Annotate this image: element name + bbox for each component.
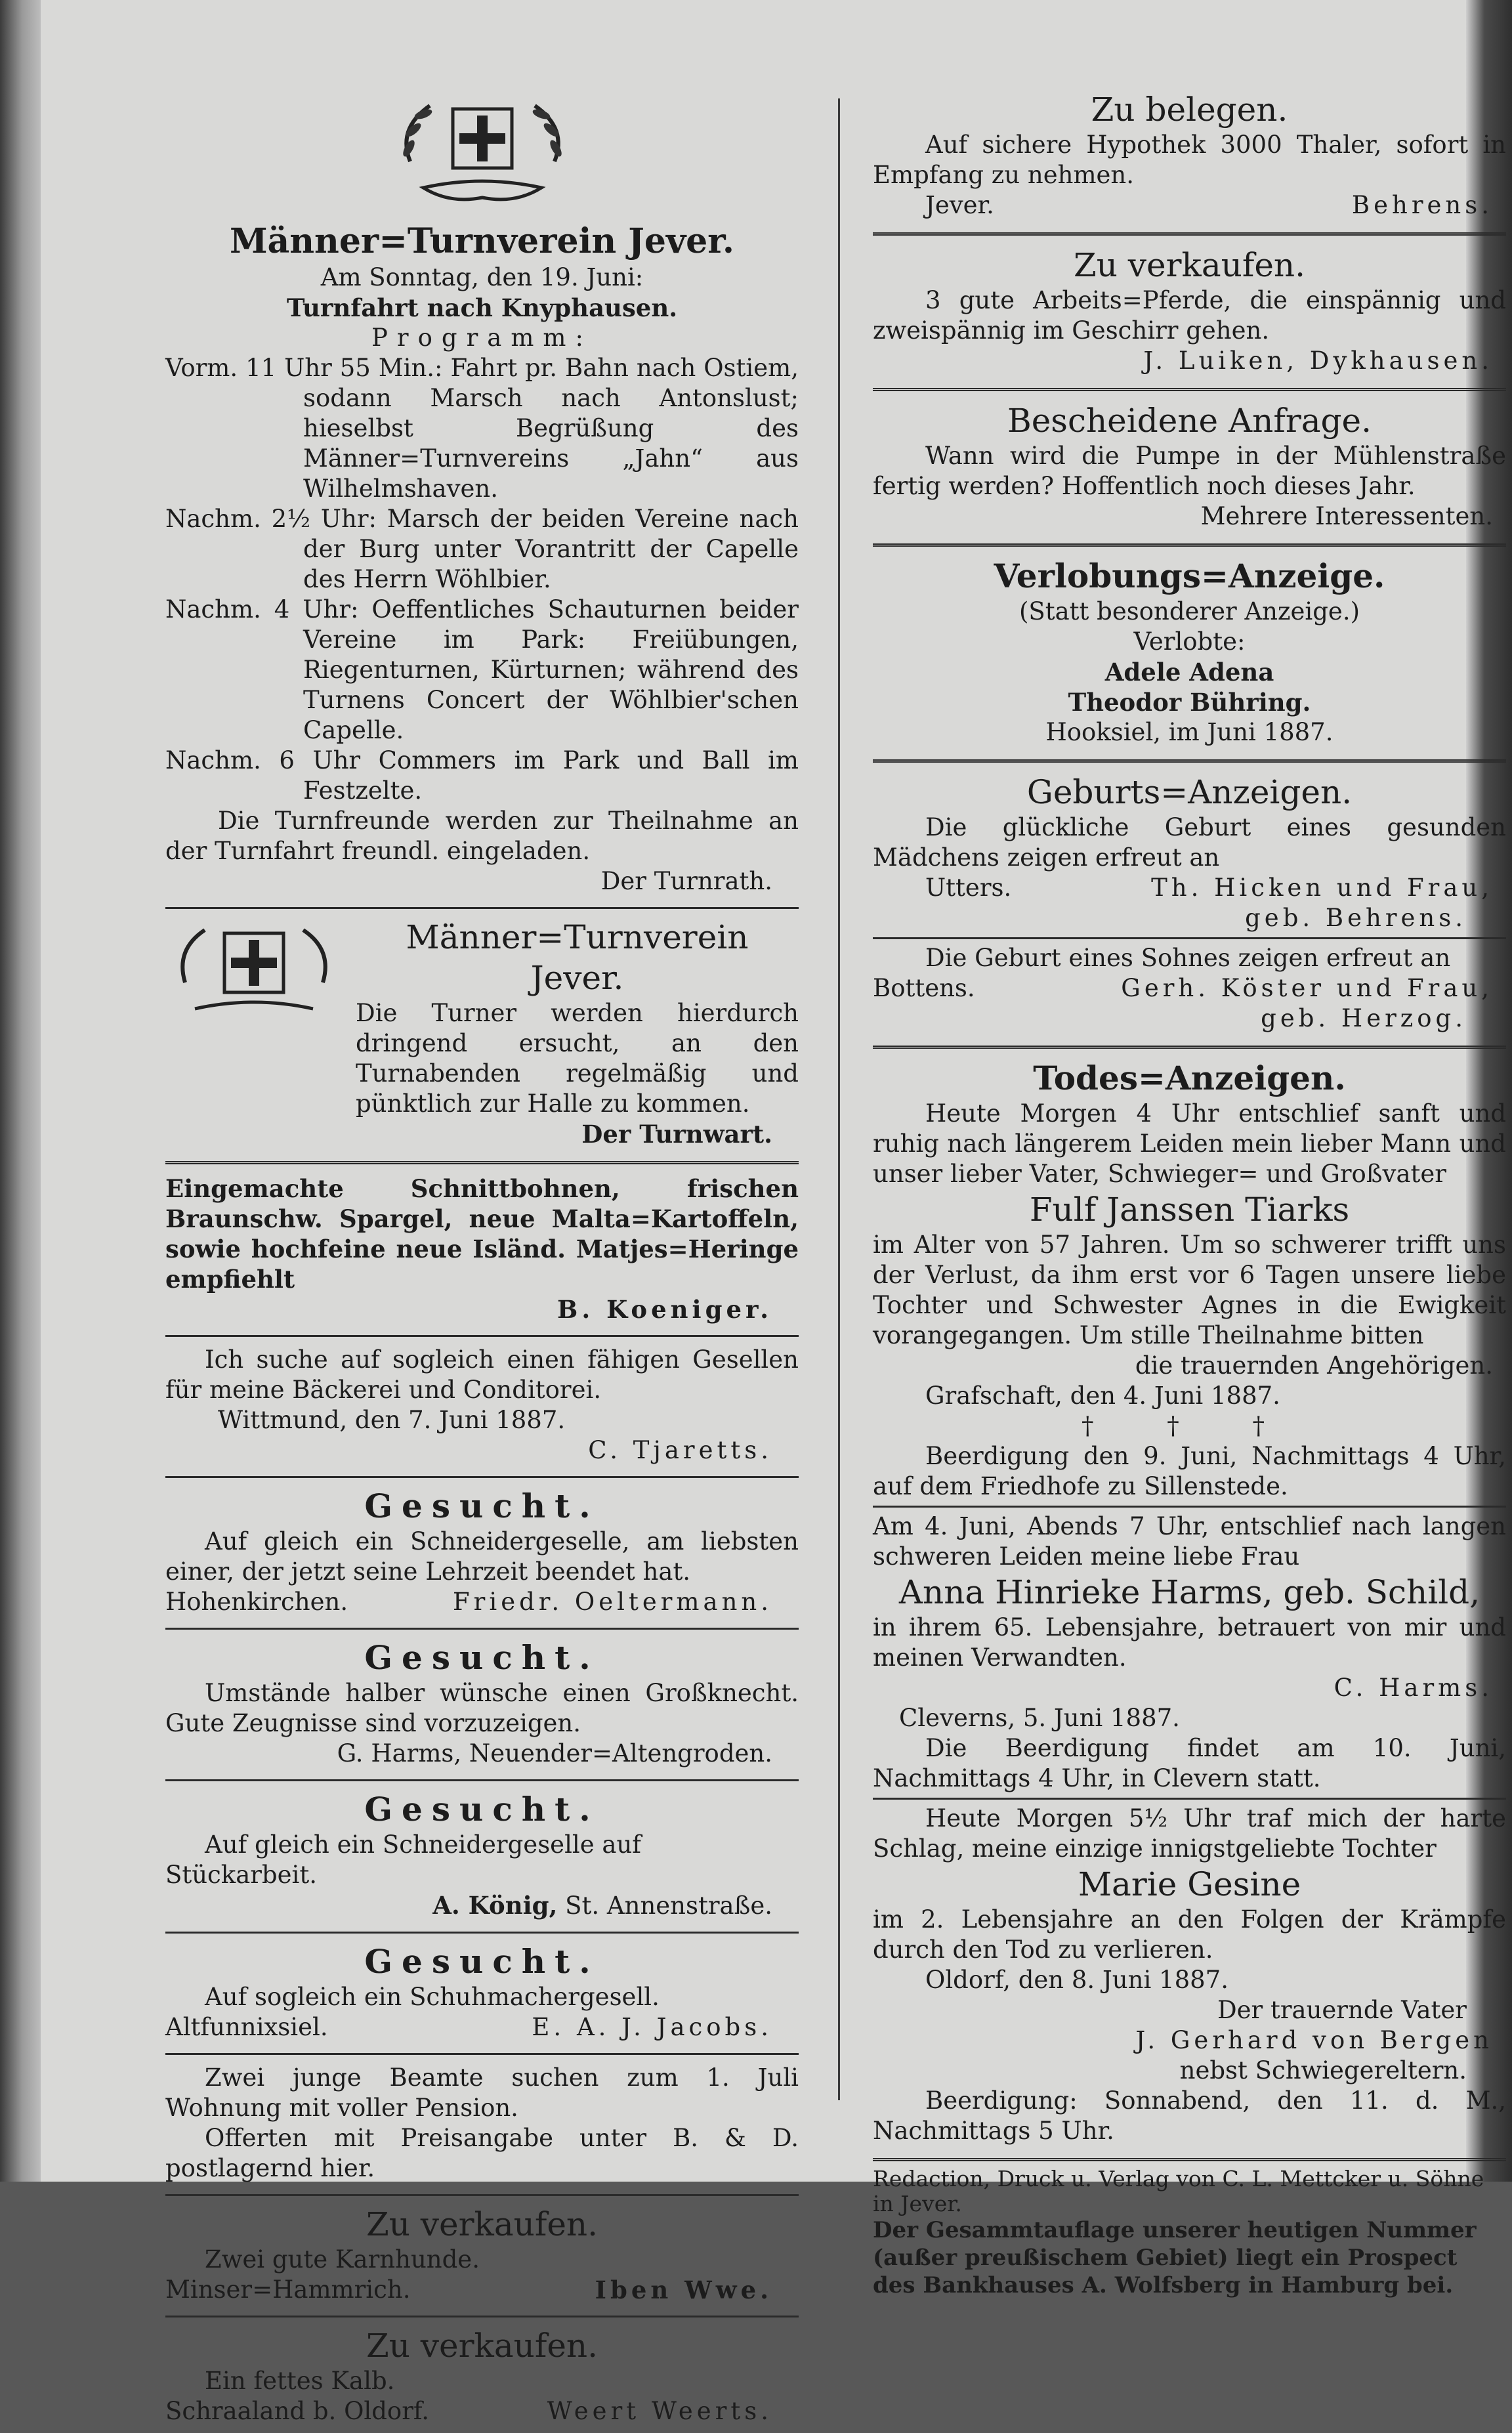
program-item: Nachm. 6 Uhr Commers im Park und Ball im Festzelte. (165, 746, 799, 805)
ad-title: Männer=Turnverein Jever. (229, 221, 734, 261)
ad-gesucht-3 (165, 1785, 799, 1928)
ad-title: Bescheidene Anfrage. (1007, 402, 1372, 440)
turner-cross-emblem-icon (165, 917, 343, 1028)
divider (165, 1932, 799, 1934)
ad-subtitle: (Statt besonderer Anzeige.) (1018, 597, 1360, 625)
ad-signature: geb. Behrens. (1245, 904, 1467, 932)
ad-signature: J. Gerhard von Bergen (1135, 2026, 1493, 2054)
ad-place: Altfunnixsiel. (165, 2013, 328, 2041)
divider (873, 2158, 1506, 2161)
ad-closing: Die Turnfreunde werden zur Theilnahme an der Turnfahrt freundl. eingeladen. (165, 807, 799, 865)
ad-text: Die Turner werden hierdurch dringend ersucht, an den Turnabenden regelmäßig und pünktlich zur Halle zu kommen. (356, 999, 799, 1118)
ad-place-date: Hooksiel, im Juni 1887. (1045, 718, 1334, 746)
ad-text: Ich suche auf sogleich einen fähigen Gesellen für meine Bäckerei und Conditorei. (165, 1345, 799, 1404)
ad-title: Zu verkaufen. (1073, 246, 1306, 284)
divider (165, 1779, 799, 1781)
divider (873, 1798, 1506, 1800)
newspaper-page (41, 0, 1506, 2425)
ad-text: Die Geburt eines Sohnes zeigen erfreut an (925, 944, 1451, 972)
ad-title: Geburts=Anzeigen. (1026, 773, 1353, 811)
ad-text: Zwei junge Beamte suchen zum 1. Juli Wohnung mit voller Pension. (165, 2063, 799, 2122)
book-binding (0, 0, 41, 2182)
ad-pferde (873, 241, 1506, 383)
ad-text-2: Offerten mit Preisangabe unter B. & D. postlagernd hier. (165, 2124, 799, 2182)
ad-text: Auf sichere Hypothek 3000 Thaler, sofort in Empfang zu nehmen. (873, 131, 1506, 189)
ad-title: Zu verkaufen. (366, 2205, 598, 2243)
ad-signature: E. A. J. Jacobs. (532, 2013, 772, 2041)
ad-todes (873, 1054, 1506, 2153)
ad-text: Ein fettes Kalb. (205, 2367, 395, 2395)
divider (873, 1046, 1506, 1049)
ad-signature: Der trauernde Vater (1217, 1996, 1467, 2024)
ad-geburt (873, 768, 1506, 1040)
ad-text: Wann wird die Pumpe in der Mühlenstraße fertig werden? Hoffentlich noch dieses Jahr. (873, 442, 1506, 500)
ad-text: Heute Morgen 4 Uhr entschlief sanft und ruhig nach längerem Leiden mein lieber Mann und unser lieber Vater, Schwieger= und Großvater (873, 1099, 1506, 1188)
ad-text: Heute Morgen 5½ Uhr traf mich der harte Schlag, meine einzige innigstgeliebte Tochter (873, 1804, 1506, 1863)
ad-title: Zu verkaufen. (366, 2327, 598, 2365)
divider (165, 907, 799, 909)
divider (165, 1628, 799, 1630)
ad-turnfahrt (165, 85, 799, 903)
ad-gesucht-1 (165, 1482, 799, 1624)
ad-zu-belegen (873, 85, 1506, 227)
ad-signature: G. Harms, Neuender=Altengroden. (337, 1739, 772, 1767)
divider (873, 232, 1506, 236)
divider (165, 1161, 799, 1164)
ad-signature: J. Luiken, Dykhausen. (1143, 347, 1493, 375)
divider (873, 759, 1506, 763)
ad-place-date: Oldorf, den 8. Juni 1887. (925, 1966, 1228, 1994)
ad-text: Am 4. Juni, Abends 7 Uhr, entschlief nach langen schweren Leiden meine liebe Frau (873, 1512, 1506, 1571)
divider (873, 388, 1506, 391)
supplement-notice: Der Gesammtauflage unserer heutigen Nummer (außer preußischem Gebiet) liegt ein Prospect des Bankhauses A. Wolfsberg in Hamburg bei. (873, 2217, 1477, 2298)
ad-title: Verlobungs=Anzeige. (994, 557, 1385, 595)
ad-text: Auf sogleich ein Schuhmachergesell. (205, 1983, 660, 2011)
ad-place: Minser=Hammrich. (165, 2275, 411, 2304)
ad-place: Utters. (925, 874, 1012, 902)
ad-title: Männer=Turnverein Jever. (406, 918, 749, 997)
ad-signature: Der Turnwart. (581, 1120, 772, 1149)
ad-programm-label: Programm: (371, 324, 593, 352)
ad-text: Umstände halber wünsche einen Großknecht. Gute Zeugnisse sind vorzuzeigen. (165, 1679, 799, 1737)
ad-text: Die glückliche Geburt eines gesunden Mädchens zeigen erfreut an (873, 813, 1506, 872)
ad-signature: Behrens. (1351, 191, 1493, 219)
ad-text: Auf gleich ein Schneidergeselle, am liebsten einer, der jetzt seine Lehrzeit beendet hat. (165, 1527, 799, 1586)
ad-text: im 2. Lebensjahre an den Folgen der Krämpfe durch den Tod zu verlieren. (873, 1905, 1506, 1964)
divider (165, 2316, 799, 2317)
ad-verlobung (873, 552, 1506, 754)
deceased-name: Fulf Janssen Tiarks (1029, 1191, 1350, 1229)
ad-label: Verlobte: (1133, 627, 1246, 656)
ad-signature: C. Tjaretts. (588, 1436, 772, 1464)
ad-signature: Iben Wwe. (595, 2275, 772, 2304)
turner-cross-emblem-icon (384, 89, 581, 221)
ad-text: in ihrem 65. Lebensjahre, betrauert von mir und meinen Verwandten. (873, 1613, 1506, 1672)
divider (873, 937, 1506, 939)
program-item: Vorm. 11 Uhr 55 Min.: Fahrt pr. Bahn nach Ostiem, sodann Marsch nach Antonslust; hieselbst Begrüßung des Männer=Turnvereins „Jahn“ aus Wilhelmshaven. (165, 354, 799, 503)
ad-event: Turnfahrt nach Knyphausen. (286, 293, 678, 322)
ad-text: Eingemachte Schnittbohnen, frischen Braunschw. Spargel, neue Malta=Kartoffeln, sowie hochfeine neue Isländ. Matjes=Heringe empfiehlt (165, 1174, 799, 1294)
ad-name: Adele Adena (1104, 658, 1274, 687)
deceased-name: Anna Hinrieke Harms, geb. Schild, (898, 1573, 1480, 1611)
ad-tjaretts (165, 1341, 799, 1472)
ad-gesucht-2 (165, 1634, 799, 1775)
ad-signature: nebst Schwiegereltern. (1179, 2056, 1467, 2084)
ad-place-date: Grafschaft, den 4. Juni 1887. (925, 1382, 1280, 1410)
divider (873, 1506, 1506, 1508)
ad-name: Theodor Bühring. (1068, 688, 1311, 717)
ad-burial: Beerdigung den 9. Juni, Nachmittags 4 Uhr, auf dem Friedhofe zu Sillenstede. (873, 1442, 1506, 1500)
imprint-footer (873, 2167, 1506, 2299)
crosses: † † † (1081, 1412, 1298, 1440)
ad-signature: Mehrere Interessenten. (1200, 502, 1493, 530)
ad-burial: Beerdigung: Sonnabend, den 11. d. M., Nachmittags 5 Uhr. (873, 2086, 1506, 2145)
ad-title: Todes=Anzeigen. (1033, 1059, 1346, 1097)
ad-signature: C. Harms. (1334, 1674, 1493, 1702)
ad-title: Gesucht. (364, 1638, 600, 1677)
ad-signature-name: A. König, (432, 1891, 558, 1920)
ad-gesucht-4 (165, 1937, 799, 2049)
ad-place: Schraaland b. Oldorf. (165, 2397, 430, 2425)
ad-title: Gesucht. (364, 1790, 600, 1829)
ad-signature: Der Turnrath. (600, 867, 772, 895)
ad-signature: die trauernden Angehörigen. (1135, 1351, 1493, 1380)
ad-signature: Friedr. Oeltermann. (453, 1588, 772, 1616)
ad-signature-address: St. Annenstraße. (565, 1892, 772, 1920)
ad-place-date: Wittmund, den 7. Juni 1887. (218, 1406, 566, 1434)
ad-title: Zu belegen. (1091, 91, 1288, 129)
imprint: Redaction, Druck u. Verlag von C. L. Mettcker u. Söhne in Jever. (873, 2166, 1484, 2216)
divider (165, 1335, 799, 1337)
ad-place-date: Cleverns, 5. Juni 1887. (899, 1704, 1180, 1732)
divider (165, 1476, 799, 1478)
ad-verkaufen-kalb (165, 2321, 799, 2433)
deceased-name: Marie Gesine (1078, 1865, 1301, 1903)
divider (165, 2194, 799, 2196)
ad-place: Bottens. (873, 974, 975, 1002)
ad-verkaufen-hunde (165, 2200, 799, 2312)
ad-signature: Th. Hicken und Frau, (1151, 874, 1493, 902)
ad-burial: Die Beerdigung findet am 10. Juni, Nachmittags 4 Uhr, in Clevern statt. (873, 1734, 1506, 1792)
ad-text: Zwei gute Karnhunde. (205, 2245, 480, 2274)
ad-signature: Gerh. Köster und Frau, (1121, 974, 1493, 1002)
ad-signature: geb. Herzog. (1261, 1004, 1467, 1032)
divider (165, 2053, 799, 2055)
ad-text: 3 gute Arbeits=Pferde, die einspännig und zweispännig im Geschirr gehen. (873, 286, 1506, 345)
ad-koeniger (165, 1170, 799, 1331)
program-item: Nachm. 2½ Uhr: Marsch der beiden Vereine nach der Burg unter Vorantritt der Capelle des Herrn Wöhlbier. (165, 505, 799, 593)
right-column (873, 85, 1506, 2299)
ad-signature: B. Koeniger. (557, 1295, 772, 1324)
ad-text: Auf gleich ein Schneidergeselle auf Stückarbeit. (165, 1830, 641, 1889)
ad-turnwart (165, 913, 799, 1156)
column-divider (838, 98, 840, 2100)
ad-date-line: Am Sonntag, den 19. Juni: (320, 263, 644, 291)
ad-signature: Weert Weerts. (547, 2397, 772, 2425)
ad-title: Gesucht. (364, 1487, 600, 1525)
ad-place: Jever. (925, 191, 994, 219)
program-item: Nachm. 4 Uhr: Oeffentliches Schauturnen beider Vereine im Park: Freiübungen, Riegenturnen, Kürturnen; während des Turnens Concert der Wöhlbier'schen Capelle. (165, 595, 799, 744)
ad-wohnung (165, 2059, 799, 2190)
left-column (165, 85, 799, 2433)
divider (873, 543, 1506, 547)
ad-title: Gesucht. (364, 1942, 600, 1981)
ad-anfrage (873, 396, 1506, 538)
ad-place: Hohenkirchen. (165, 1588, 348, 1616)
ad-text: im Alter von 57 Jahren. Um so schwerer trifft uns der Verlust, da ihm erst vor 6 Tagen unsere liebe Tochter und Schwester Agnes in die Ewigkeit vorangegangen. Um stille Theilnahme bitten (873, 1231, 1506, 1349)
